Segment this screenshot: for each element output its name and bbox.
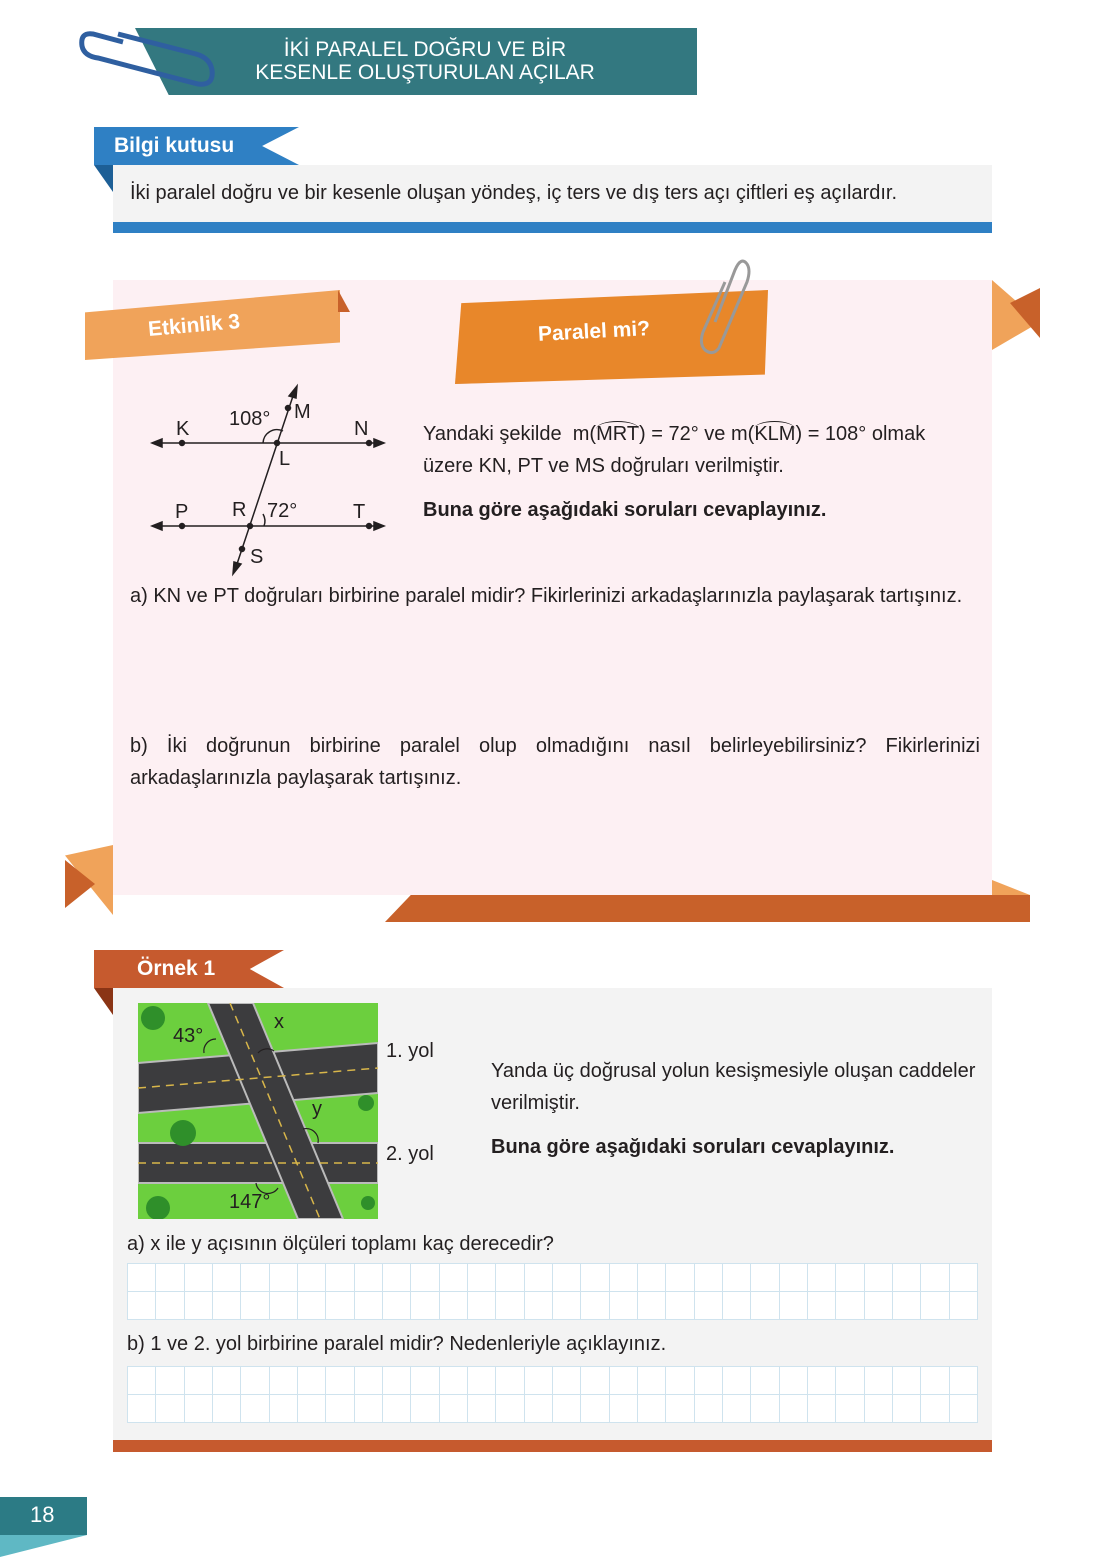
point-s: S	[250, 546, 264, 568]
paperclip-icon	[695, 252, 755, 357]
example-label: Örnek 1	[137, 957, 216, 980]
answer-grid-a[interactable]	[127, 1263, 978, 1320]
angle-x: x	[274, 1011, 284, 1033]
point-l: L	[279, 448, 291, 470]
tag-fold	[94, 165, 113, 192]
activity-label: Etkinlik 3	[147, 310, 241, 341]
road-1-label: 1. yol	[386, 1040, 434, 1062]
activity-instruction: Buna göre aşağıdaki soruları cevaplayınız.	[423, 499, 827, 521]
activity-intro: Yandaki şekilde m(MRT) = 72° ve m(KLM) = 108° olmak üzere KN, PT ve MS doğruları verilmiştir.	[423, 423, 926, 477]
page-title: İKİ PARALEL DOĞRU VE BİR KESENLE OLUŞTURULAN AÇILAR	[255, 38, 595, 84]
example-bottom-bar	[113, 1440, 992, 1452]
point-m: M	[294, 401, 311, 423]
answer-grid-b[interactable]	[127, 1366, 978, 1423]
angle-108: 108°	[229, 408, 271, 430]
angle-y: y	[312, 1098, 322, 1120]
page-number: 18	[30, 1502, 55, 1527]
point-n: N	[354, 418, 369, 440]
point-k: K	[176, 418, 190, 440]
activity-title: Paralel mi?	[537, 317, 651, 346]
activity-bottom-bar	[385, 895, 1030, 922]
info-box-bar	[113, 222, 992, 233]
activity-question-b: b) İki doğrunun birbirine paralel olup olmadığını nasıl belirleyebilirsiniz? Fikirlerinizi arkadaşlarınızla paylaşarak tartışınız.	[130, 735, 980, 789]
activity-question-a: a) KN ve PT doğruları birbirine paralel midir? Fikirlerinizi arkadaşlarınızla paylaşarak tartışınız.	[130, 585, 963, 607]
example-intro: Yanda üç doğrusal yolun kesişmesiyle oluşan caddeler verilmiştir.	[491, 1060, 976, 1114]
info-box-text: İki paralel doğru ve bir kesenle oluşan yöndeş, iç ters ve dış ters açı çiftleri eş açılardır.	[130, 182, 898, 204]
info-box-label: Bilgi kutusu	[114, 134, 235, 157]
point-p: P	[175, 501, 189, 523]
angle-72: 72°	[267, 500, 298, 522]
example-question-b: b) 1 ve 2. yol birbirine paralel midir? Nedenleriyle açıklayınız.	[127, 1333, 667, 1355]
point-r: R	[232, 499, 247, 521]
paperclip-icon	[78, 22, 218, 92]
example-question-a: a) x ile y açısının ölçüleri toplamı kaç derecedir?	[127, 1233, 554, 1255]
point-t: T	[353, 501, 366, 523]
example-instruction: Buna göre aşağıdaki soruları cevaplayınız.	[491, 1136, 895, 1158]
angle-43: 43°	[173, 1025, 204, 1047]
angle-147: 147°	[229, 1191, 271, 1213]
road-2-label: 2. yol	[386, 1143, 434, 1165]
